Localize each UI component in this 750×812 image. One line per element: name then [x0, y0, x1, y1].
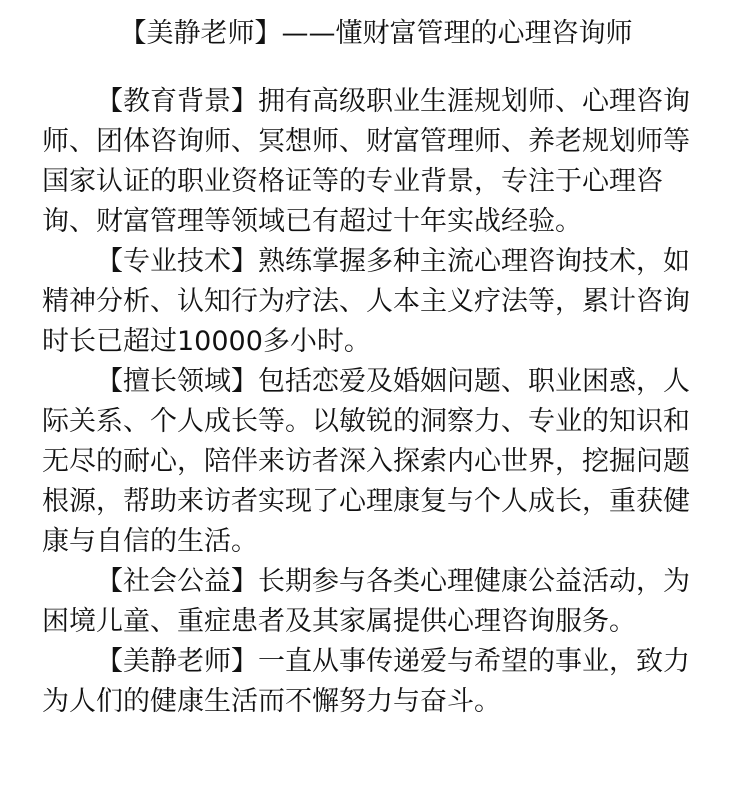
paragraph-public-welfare: 【社会公益】长期参与各类心理健康公益活动，为困境儿童、重症患者及其家属提供心理咨询服务。 — [42, 566, 690, 637]
document-title: 【美静老师】——懂财富管理的心理咨询师 — [119, 18, 633, 49]
paragraph-areas-of-expertise: 【擅长领域】包括恋爱及婚姻问题、职业困惑，人际关系、个人成长等。以敏锐的洞察力、专业的知识和无尽的耐心，陪伴来访者深入探索内心世界，挖掘问题根源，帮助来访者实现了心理康复与个人成长，重获健康与自信的生活。 — [42, 366, 690, 557]
paragraph-professional-skills: 【专业技术】熟练掌握多种主流心理咨询技术，如精神分析、认知行为疗法、人本主义疗法等，累计咨询时长已超过10000多小时。 — [42, 246, 690, 357]
paragraph-education-background: 【教育背景】拥有高级职业生涯规划师、心理咨询师、团体咨询师、冥想师、财富管理师、养老规划师等国家认证的职业资格证等的专业背景，专注于心理咨询、财富管理等领域已有超过十年实战经验。 — [42, 86, 690, 237]
paragraph-closing-statement: 【美静老师】一直从事传递爱与希望的事业，致力为人们的健康生活而不懈努力与奋斗。 — [42, 646, 690, 717]
